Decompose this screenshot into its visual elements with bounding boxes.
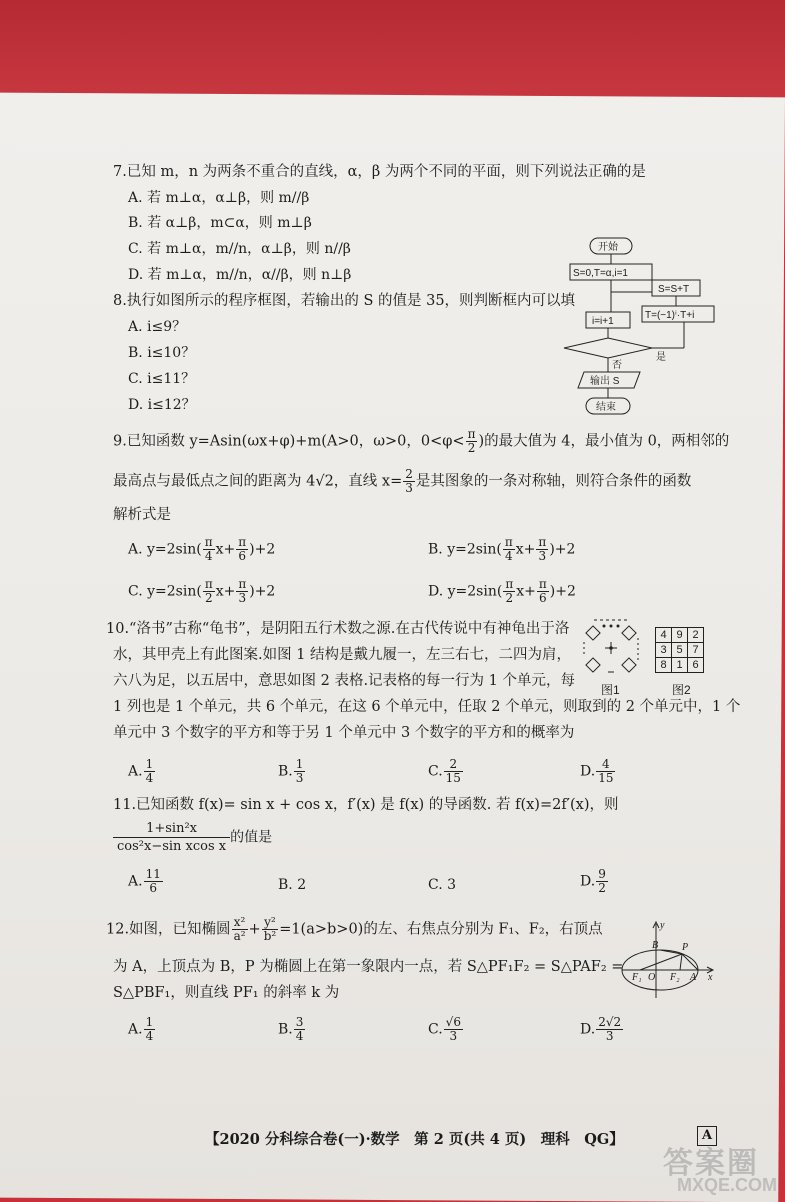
fig1-caption: 图1 <box>601 683 620 697</box>
frac <box>596 1016 623 1043</box>
flow-start-label: 开始 <box>598 242 618 253</box>
q10-line4: 1 列也是 1 个单元，共 6 个单元，在这 6 个单元中，任取 2 个单元，则取到的 2 个单元中，1 个 <box>113 699 741 715</box>
flow-update-t-label: T=(−1)ⁱ·T+i <box>645 310 695 321</box>
opt-label: B. <box>278 1021 293 1038</box>
q9-line1-frac <box>466 428 478 455</box>
frac <box>144 1016 156 1043</box>
luoshu-figure-1 <box>580 616 644 678</box>
magic-cell: 8 <box>656 658 672 673</box>
opt-label: A. <box>128 873 143 890</box>
q10-option-b <box>278 758 306 785</box>
frac-num: 2√2 <box>598 1015 622 1029</box>
watermark-logo: 答案圈 <box>663 1146 759 1181</box>
label-y: y <box>660 920 665 931</box>
q12-line1 <box>106 916 603 943</box>
frac <box>536 536 548 563</box>
frac <box>444 1016 463 1043</box>
q8-option-a: A. i≤9？ <box>128 319 187 335</box>
q7-option-d: D. 若 m⊥α，m//n，α//β，则 n⊥β <box>128 267 352 283</box>
opt-mid: x+ <box>215 541 236 558</box>
frac-den: 3 <box>449 1029 458 1043</box>
frac-num: π <box>505 577 514 591</box>
frac-num: π <box>504 535 513 549</box>
frac-den: 3 <box>405 481 413 495</box>
frac-num: π <box>467 427 476 441</box>
q10-line3: 六八为足，以五居中，意思如图 2 表格.记表格的每一行为 1 个单元，每 <box>113 673 575 689</box>
q12-option-d <box>580 1016 624 1043</box>
frac <box>203 578 215 605</box>
opt-value: 2 <box>297 877 307 893</box>
q12-line1-b: =1(a>b>0)的左、右焦点分别为 F₁、F₂，右顶点 <box>279 921 603 938</box>
frac-den: b² <box>263 929 277 943</box>
q11-option-c <box>428 876 456 894</box>
frac-num: 9 <box>598 867 606 881</box>
frac-den: 2 <box>204 591 213 605</box>
watermark <box>627 1138 777 1200</box>
frac <box>262 916 279 943</box>
q9-line1 <box>113 428 729 455</box>
opt-pre: A. y=2sin( <box>128 541 202 558</box>
frac-num: π <box>238 535 247 549</box>
q11-tail: 的值是 <box>230 829 273 846</box>
frac-num: 1+sin²x <box>113 820 230 838</box>
flow-yes-label: 是 <box>656 352 666 363</box>
frac <box>144 758 156 785</box>
q10-line1: 10.“洛书”古称“龟书”，是阴阳五行术数之源.在古代传说中有神龟出于洛 <box>106 621 570 637</box>
opt-label: D. <box>580 1021 596 1038</box>
opt-label: C. <box>428 877 443 893</box>
opt-mid: x+ <box>516 583 536 600</box>
q7-option-b: B. 若 α⊥β，m⊂α，则 m⊥β <box>128 215 312 231</box>
ellipse-figure <box>620 918 716 1004</box>
q11-option-d <box>580 868 609 895</box>
flow-decision-diamond <box>564 338 652 358</box>
q10-option-d <box>580 758 616 785</box>
frac-num: 2 <box>405 467 413 481</box>
frac-num: π <box>538 535 547 549</box>
flow-increment-label: i=i+1 <box>592 316 614 327</box>
frac-num: π <box>204 577 213 591</box>
frac-den: 2 <box>598 881 606 895</box>
frac-num: 11 <box>145 867 161 881</box>
q12-line3: S△PBF₁，则直线 PF₁ 的斜率 k 为 <box>113 985 340 1001</box>
label-x: x <box>708 972 713 983</box>
frac-den: 4 <box>145 1029 154 1043</box>
frac-num: π <box>204 535 213 549</box>
frac-den: 4 <box>505 549 513 563</box>
q11-option-a <box>128 868 164 895</box>
frac-num: x² <box>232 916 248 930</box>
opt-label: B. <box>278 877 293 893</box>
version-box: A <box>697 1126 717 1146</box>
q12-line1-a: 12.如图，已知椭圆 <box>106 921 231 938</box>
frac-den: 15 <box>445 771 461 785</box>
frac-den: a² <box>233 929 246 943</box>
watermark-site: MXQE.COM <box>676 1175 777 1195</box>
q12-line2: 为 A，上顶点为 B，P 为椭圆上在第一象限内一点，若 S△PF₁F₂ = S△PAF₂ = <box>113 959 624 975</box>
label-p: P <box>682 942 689 953</box>
frac-num: 4 <box>596 758 615 772</box>
q10-option-a <box>128 758 156 785</box>
label-a: A <box>690 972 697 983</box>
frac-num: 1 <box>145 757 154 771</box>
frac-den: 2 <box>467 441 476 455</box>
magic-cell: 4 <box>656 628 672 643</box>
frac-den: 3 <box>538 549 547 563</box>
frac-num: y² <box>262 916 279 930</box>
label-o: O <box>648 972 656 983</box>
q8-option-b: B. i≤10？ <box>128 345 196 361</box>
frac-den: 4 <box>204 549 213 563</box>
frac-den: 15 <box>598 771 614 785</box>
q9-line1-a: 9.已知函数 y=Asin(ωx+φ)+m(A>0，ω>0，0<φ< <box>113 433 465 450</box>
q9-option-b <box>428 536 575 563</box>
frac <box>203 536 215 563</box>
frac <box>596 868 608 895</box>
frac <box>232 916 248 943</box>
q7-option-a: A. 若 m⊥α，α⊥β，则 m//β <box>128 190 310 206</box>
opt-mid: x+ <box>515 541 536 558</box>
opt-post: )+2 <box>249 541 276 558</box>
magic-cell: 6 <box>688 658 704 673</box>
magic-cell: 1 <box>672 658 688 673</box>
frac <box>236 536 248 563</box>
frac <box>444 758 463 785</box>
q12-option-c <box>428 1016 464 1043</box>
q9-option-d <box>428 578 576 605</box>
q10-line2: 水，其甲壳上有此图案.如图 1 结构是戴九履一，左三右七，二四为肩， <box>113 647 572 663</box>
q9-option-a <box>128 536 275 563</box>
frac-den: 3 <box>295 771 304 785</box>
opt-pre: C. y=2sin( <box>128 583 202 600</box>
q9-line2-frac <box>403 468 415 495</box>
q10-line5: 单元中 3 个数字的平方和等于另 1 个单元中 3 个数字的平方和的概率为 <box>113 725 575 741</box>
frac <box>294 758 306 785</box>
magic-cell: 7 <box>688 643 704 658</box>
frac <box>596 758 615 785</box>
frac-num: π <box>238 577 247 591</box>
q9-line2-a: 最高点与最低点之间的距离为 4√2，直线 x= <box>113 473 403 490</box>
frac-num: 1 <box>145 1015 154 1029</box>
q12-option-a <box>128 1016 156 1043</box>
flow-update-s-label: S=S+T <box>658 284 690 295</box>
frac-den: 6 <box>149 881 158 895</box>
q9-option-c <box>128 578 275 605</box>
opt-label: D. <box>580 763 596 780</box>
fig2-caption: 图2 <box>672 683 691 697</box>
luoshu-magic-square <box>655 627 704 673</box>
flow-output-label: 输出 S <box>590 376 620 387</box>
frac-num: π <box>538 577 547 591</box>
frac-den: 4 <box>295 1029 304 1043</box>
q7-option-c: C. 若 m⊥α，m//n，α⊥β，则 n//β <box>128 241 351 257</box>
frac <box>294 1016 306 1043</box>
q9-line1-b: )的最大值为 4，最小值为 0，两相邻的 <box>478 433 730 450</box>
frac-num: √6 <box>445 1015 461 1029</box>
flow-init-label: S=0,T=α,i=1 <box>573 268 628 279</box>
q9-line3: 解析式是 <box>113 507 171 523</box>
label-b: B <box>652 940 659 951</box>
frac <box>236 578 248 605</box>
frac <box>503 578 515 605</box>
opt-pre: D. y=2sin( <box>428 583 503 600</box>
magic-cell: 2 <box>688 628 704 643</box>
q7-stem: 7.已知 m，n 为两条不重合的直线，α，β 为两个不同的平面，则下列说法正确的是 <box>113 164 646 180</box>
opt-post: )+2 <box>549 541 576 558</box>
frac-num: 3 <box>295 1015 304 1029</box>
q8-flowchart <box>560 234 720 420</box>
opt-value: 3 <box>447 877 457 893</box>
flow-no-label: 否 <box>612 360 622 371</box>
q9-line2 <box>113 468 691 495</box>
q11-option-b <box>278 876 306 894</box>
magic-cell: 5 <box>672 643 688 658</box>
page-footer: 【2020 分科综合卷(一)·数学 第 2 页(共 4 页) 理科 QG】 <box>205 1131 624 1148</box>
magic-cell: 3 <box>656 643 672 658</box>
frac-num: 1 <box>295 757 304 771</box>
frac-num: 2 <box>444 758 463 772</box>
frac <box>144 868 163 895</box>
q8-option-c: C. i≤11？ <box>128 371 196 387</box>
opt-label: A. <box>128 763 143 780</box>
frac-den: 3 <box>605 1029 614 1043</box>
opt-label: C. <box>428 763 443 780</box>
q8-stem: 8.执行如图所示的程序框图，若输出的 S 的值是 35，则判断框内可以填 <box>113 293 576 309</box>
opt-post: )+2 <box>249 583 276 600</box>
opt-pre: B. y=2sin( <box>428 541 502 558</box>
q9-line2-b: 是其图象的一条对称轴，则符合条件的函数 <box>415 473 692 490</box>
magic-cell: 9 <box>672 628 688 643</box>
opt-label: A. <box>128 1021 143 1038</box>
frac <box>537 578 549 605</box>
frac-den: cos²x−sin xcos x <box>117 839 227 854</box>
frac-den: 2 <box>505 591 514 605</box>
q11-expression <box>113 820 272 855</box>
frac-den: 6 <box>538 591 547 605</box>
q11-fraction <box>113 820 230 855</box>
frac-den: 3 <box>238 591 247 605</box>
frac-den: 4 <box>145 771 154 785</box>
opt-label: C. <box>428 1021 443 1038</box>
label-f1: F₁ <box>632 972 642 983</box>
q12-option-b <box>278 1016 306 1043</box>
plus-sign: + <box>248 921 261 938</box>
opt-label: D. <box>580 873 596 890</box>
opt-label: B. <box>278 763 293 780</box>
frac-den: 6 <box>238 549 246 563</box>
q8-option-d: D. i≤12？ <box>128 397 196 413</box>
q11-stem: 11.已知函数 f(x)= sin x + cos x，f′(x) 是 f(x) 的导函数. 若 f(x)=2f′(x)，则 <box>113 797 619 813</box>
q10-option-c <box>428 758 464 785</box>
label-f2: F₂ <box>670 972 680 983</box>
opt-mid: x+ <box>215 583 236 600</box>
opt-post: )+2 <box>549 583 576 600</box>
frac <box>503 536 515 563</box>
flow-end-label: 结束 <box>596 402 616 413</box>
